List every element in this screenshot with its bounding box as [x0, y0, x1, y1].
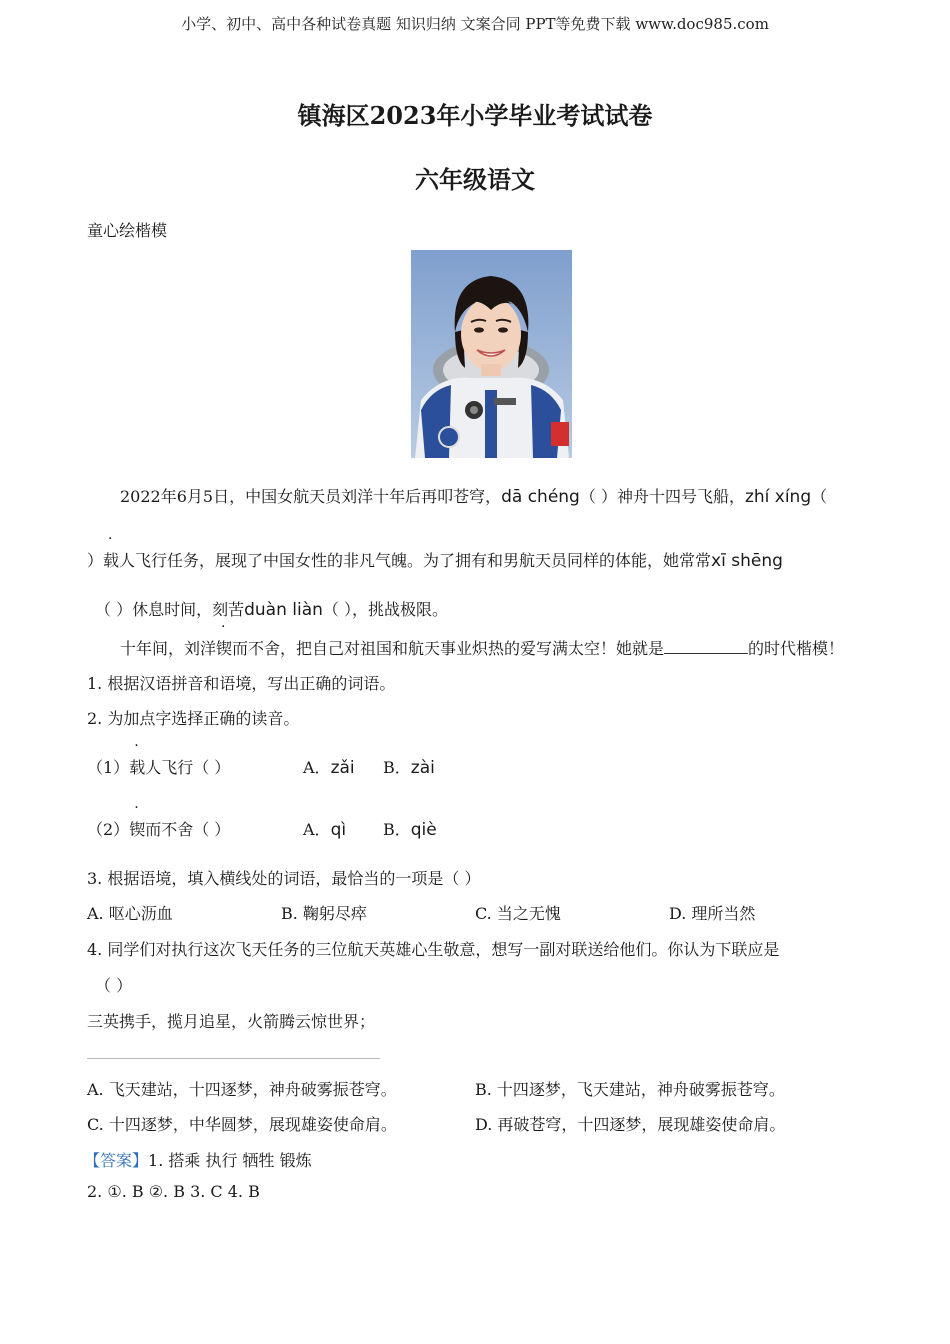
option-2-1-b — [383, 755, 435, 778]
answer-blank-paren: （ ）神舟十四号飞船， — [579, 487, 745, 506]
option-3-a: A. 呕心沥血 — [87, 904, 173, 923]
answer-tag: 【答案】 — [84, 1151, 149, 1170]
fill-in-blank-line — [664, 639, 748, 654]
question-2-2 — [87, 817, 230, 840]
passage-text: ） — [87, 551, 104, 570]
option-3-d: D. 理所当然 — [669, 904, 756, 923]
option-2-2-a — [303, 817, 346, 840]
answer-line-1 — [84, 1148, 312, 1171]
option-label: A． — [303, 758, 331, 777]
passage-line-1 — [120, 484, 827, 507]
section-title: 童心绘楷模 — [87, 221, 168, 240]
option-label: A． — [303, 820, 331, 839]
passage-text: （ ），挑战极限。 — [322, 600, 448, 619]
question-1: 1. 根据汉语拼音和语境，写出正确的词语。 — [87, 674, 396, 693]
option-2-2-b — [383, 817, 437, 840]
couplet-answer-line — [87, 1058, 380, 1059]
option-4-a: A. 飞天建站，十四逐梦，神舟破雾振苍穹。 — [87, 1080, 397, 1099]
sub-question-text: 人飞行（ ） — [145, 758, 231, 777]
exam-subtitle: 六年级语文 — [415, 165, 535, 194]
option-pinyin: qiè — [410, 820, 437, 840]
question-2-1 — [87, 755, 230, 778]
question-2: 2. 为加点字选择正确的读音。 — [87, 709, 300, 728]
passage-text: 人飞行任务，展现了中国女性的非凡气魄。为了拥有和男航天员同样的体能，她常常 — [119, 551, 712, 570]
option-pinyin: qì — [330, 820, 347, 840]
passage-text: 2022年6月5日，中国女航天员刘洋十年后再叩苍穹， — [120, 487, 502, 506]
sub-number: （2） — [87, 820, 130, 839]
answer-line-2: 2. ①. B ②. B 3. C 4. B — [87, 1182, 260, 1201]
sub-number: （1） — [87, 758, 130, 777]
sub-question-text: 而不舍（ ） — [145, 820, 231, 839]
question-4-paren: （ ） — [95, 976, 133, 995]
option-4-d: D. 再破苍穹，十四逐梦，展现雄姿使命肩。 — [475, 1115, 786, 1134]
question-4: 4. 同学们对执行这次飞天任务的三位航天英雄心生敬意，想写一副对联送给他们。你认为下联应是 — [87, 940, 780, 959]
pinyin-da-cheng: dā chéng — [501, 487, 580, 507]
passage-text: 的时代楷模！ — [748, 639, 845, 658]
passage-text: 十年间，刘洋 — [120, 639, 217, 658]
dotted-char-qie: 锲 — [216, 639, 233, 658]
pinyin-zhi-xing: zhí xíng — [744, 487, 812, 507]
option-3-c: C. 当之无愧 — [475, 904, 561, 923]
option-2-1-a — [303, 755, 355, 778]
astronaut-photo — [411, 250, 572, 458]
dotted-char-zai: 载 — [103, 551, 120, 570]
question-3: 3. 根据语境，填入横线处的词语，最恰当的一项是（ ） — [87, 869, 481, 888]
option-label: B． — [383, 758, 411, 777]
option-4-b: B. 十四逐梦，飞天建站，神舟破雾振苍穹。 — [475, 1080, 785, 1099]
pinyin-duan-lian: duàn liàn — [244, 600, 323, 620]
exam-title: 镇海区2023年小学毕业考试试卷 — [297, 101, 653, 130]
passage-line-3 — [95, 597, 448, 620]
dotted-char-zai: 载 — [129, 758, 146, 777]
option-pinyin: zǎi — [330, 758, 355, 778]
option-3-b: B. 鞠躬尽瘁 — [281, 904, 367, 923]
passage-line-2 — [87, 548, 783, 571]
dotted-char-qie: 锲 — [129, 820, 146, 839]
option-pinyin: zài — [410, 758, 435, 778]
passage-line-4 — [120, 636, 844, 659]
passage-text: （ ）休息时间，刻苦 — [95, 600, 245, 619]
pinyin-xi-sheng: xī shēng — [711, 551, 783, 571]
answer-text: 1. 搭乘 执行 牺牲 锻炼 — [148, 1151, 312, 1170]
passage-text: 而不舍，把自己对祖国和航天事业炽热的爱写满太空！她就是 — [232, 639, 665, 658]
passage-text: （ — [811, 487, 828, 506]
option-label: B． — [383, 820, 411, 839]
page-header: 小学、初中、高中各种试卷真题 知识归纳 文案合同 PPT等免费下载 www.doc985.com — [181, 15, 769, 33]
option-4-c: C. 十四逐梦，中华圆梦，展现雄姿使命肩。 — [87, 1115, 397, 1134]
couplet-upper: 三英携手，揽月追星，火箭腾云惊世界； — [87, 1012, 376, 1031]
